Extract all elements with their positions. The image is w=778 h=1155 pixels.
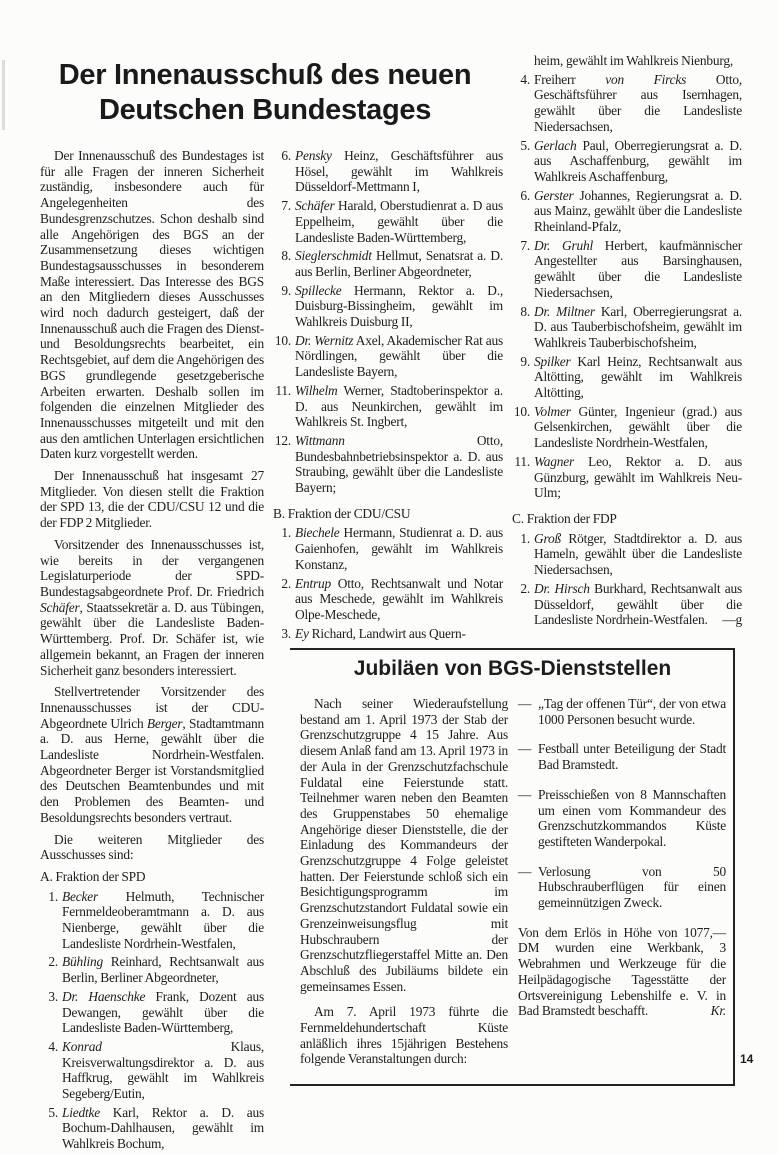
member-list-item	[40, 1105, 264, 1152]
member-list-item	[512, 404, 742, 451]
member-name: Bühling	[62, 954, 104, 970]
person-name: Schäfer	[40, 599, 80, 615]
member-list-item	[273, 248, 503, 279]
member-name: Spilker	[534, 353, 571, 369]
member-details: Richard, Landwirt aus Quern-	[308, 625, 466, 641]
box-bottom-rule	[290, 1084, 735, 1086]
member-details: Karl Heinz, Rechtsanwalt aus Altötting, gewählt im Wahlkreis Altötting,	[534, 353, 742, 401]
member-list-item	[512, 138, 742, 185]
member-list-item	[273, 626, 503, 642]
item-number: 2.	[520, 580, 530, 596]
item-number: 5.	[520, 137, 530, 153]
box-closing	[518, 925, 726, 1019]
member-list-item	[512, 581, 742, 628]
member-name: von Fircks	[605, 71, 687, 87]
member-details: Rötger, Stadtdirektor a. D. aus Hameln, gewählt über die Landesliste Niedersachsen,	[534, 530, 742, 578]
member-name: Liedtke	[62, 1104, 101, 1120]
member-list-item	[512, 188, 742, 235]
member-name: Pensky	[295, 148, 332, 163]
member-list-item	[273, 433, 503, 496]
item-number: 3.	[281, 625, 291, 641]
member-list-item	[273, 148, 503, 195]
event-item	[518, 696, 726, 727]
member-name: Ey	[295, 625, 309, 641]
article-paragraph	[40, 148, 264, 462]
member-name: Wagner	[534, 453, 574, 469]
scan-artifact	[2, 60, 5, 130]
member-details: Herbert, kaufmännischer Angestellter aus Barsinghausen, gewählt über die Landesliste Niedersachsen,	[534, 237, 742, 300]
member-name: Dr. Gruhl	[534, 237, 593, 253]
member-name: Dr. Hirsch	[534, 580, 590, 596]
member-details: Burkhard, Rechtsanwalt aus Düsseldorf, gewählt über die Landesliste Nordrhein-Westfalen.	[534, 580, 743, 628]
member-name: Dr. Miltner	[534, 303, 595, 319]
article-signature: —g	[722, 612, 742, 628]
member-details: Karl, Rektor a. D. aus Bochum-Dahlhausen, gewählt im Wahlkreis Bochum,	[62, 1104, 264, 1152]
member-list-item	[512, 238, 742, 301]
member-details: Hermann, Studienrat a. D. aus Gaienhofen, gewählt im Wahlkreis Konstanz,	[295, 525, 503, 572]
item-number: 7.	[520, 237, 530, 253]
event-text: „Tag der offenen Tür“, der von etwa 1000 Personen besucht wurde.	[538, 696, 726, 727]
member-details: Klaus, Kreisverwaltungsdirektor a. D. aus Haffkrug, gewählt im Wahlkreis Segeberg/Eutin,	[62, 1038, 264, 1102]
member-details: Helmuth, Technischer Fernmeldeoberamtmann a. D. aus Nienberge, gewählt über die Landesliste Nordrhein-Westfalen,	[62, 888, 264, 951]
member-name: Groß	[534, 530, 561, 546]
member-name: Wittmann	[295, 432, 345, 448]
member-details: Johannes, Regierungsrat a. D. aus Mainz, gewählt über die Landesliste Rheinland-Pfalz,	[534, 187, 742, 235]
item-number: 9.	[520, 353, 530, 369]
member-list-item	[512, 354, 742, 401]
item-number: 1.	[281, 525, 291, 541]
event-text: Verlosung von 50 Hubschrauberflügen für einen gemeinnützigen Zweck.	[538, 863, 726, 911]
member-details: Heinz, Geschäftsführer aus Hösel, gewählt im Wahlkreis Düsseldorf-Mettmann I,	[295, 148, 503, 195]
member-details: Karl, Oberregierungsrat a. D. aus Tauberbischofsheim, gewählt im Wahlkreis Tauberbischofsheim,	[534, 303, 742, 350]
event-text: Preisschießen von 8 Mannschaften um einen vom Kommandeur des Grenzschutzkommandos Küste gestifteten Wanderpokal.	[538, 786, 726, 849]
item-number: 6.	[520, 187, 530, 203]
member-details: Harald, Oberstudienrat a. D aus Eppelheim, gewählt über die Landesliste Baden-Württemberg,	[295, 198, 503, 245]
item-number: 11.	[514, 453, 530, 469]
title-line: Deutschen Bundestages	[98, 94, 432, 126]
member-list-item	[40, 989, 264, 1036]
member-name: Gerlach	[534, 137, 577, 153]
member-details: Leo, Rektor a. D. aus Günzburg, gewählt im Wahlkreis Neu-Ulm;	[534, 453, 742, 501]
member-list-item	[273, 198, 503, 245]
paragraph-text: Der Innenausschuß hat insgesamt 27 Mitglieder. Von diesen stellt die Fraktion der SPD 13, die der CDU/CSU 12 und die der FDP 2 Mitglieder.	[40, 468, 264, 531]
member-name: Entrup	[295, 575, 331, 591]
paragraph-text: , Stadtamtmann a. D. aus Herne, gewählt über die Landesliste Nordrhein-Westfalen. Abgeordneter Berger ist Vorstandsmitglied des Deutschen Beamtenbundes und mit den Problemen des Beamten- und Besoldungsrechts besonders vertraut.	[40, 715, 264, 825]
item-number: 3.	[48, 988, 58, 1004]
item-number: 11.	[275, 382, 291, 398]
item-number: 8.	[520, 303, 530, 319]
paragraph-text: , Staatssekretär a. D. aus Tübingen, gewählt über die Landesliste Baden-Württemberg. Prof. Dr. Schäfer ist, wie allgemein bekannt, an Fragen der inneren Sicherheit ganz besonders interessiert.	[40, 599, 264, 678]
item-number: 4.	[520, 71, 530, 87]
item-number: 9.	[281, 282, 291, 298]
event-text: Festball unter Beteiligung der Stadt Bad Bramstedt.	[538, 741, 726, 773]
member-name: Schäfer	[295, 198, 335, 214]
article-paragraph	[40, 468, 264, 531]
event-item	[518, 864, 726, 911]
member-details: Otto, Bundesbahnbetriebsinspektor a. D. aus Straubing, gewählt über die Landesliste Bayern;	[295, 432, 503, 496]
member-details: Hermann, Rektor a. D., Duisburg-Bissingheim, gewählt im Wahlkreis Duisburg II,	[295, 282, 503, 330]
box-paragraph: Nach seiner Wiederaufstellung bestand am 1. April 1973 der Stab der Grenzschutzgruppe 4 15 Jahre. Aus diesem Anlaß fand am 13. April 1973 in der Aula in der Grenzschutzfachschule Fuldatal eine Feierstunde statt. Teilnehmer waren neben den Beamten des Gruppenstabes 50 ehemalige Angehörige dieser Dienststelle, die der Einladung des Kommandeurs der Grenzschutzgruppe 4 Folge geleistet hatten. Der Feierstunde schloß sich ein Besichtigungsprogramm im Grenzschutzstandort Fuldatal sowie ein Grenzeinweisungsflug mit Hubschraubern der Grenzschutzfliegerstaffel Mitte an. Den Abschluß des Jubiläums bildete ein gemeinsames Essen.	[300, 696, 508, 994]
box-paragraph: Am 7. April 1973 führte die Fernmeldehundertschaft Küste anläßlich ihres 15jährigen Bestehens folgende Veranstaltungen durch:	[300, 1004, 508, 1067]
member-list-item	[512, 454, 742, 501]
box-column-1	[300, 696, 508, 1073]
member-name: Sieglerschmidt	[295, 248, 372, 264]
item-number: 1.	[48, 888, 58, 904]
item-number: 10.	[513, 403, 530, 419]
paragraph-text: Die weiteren Mitglieder des Ausschusses sind:	[40, 831, 264, 863]
article-paragraph	[40, 684, 264, 825]
member-list-item	[273, 283, 503, 330]
member-name: Wilhelm	[295, 382, 338, 398]
article-column-2	[273, 148, 503, 644]
box-column-2	[518, 696, 726, 1025]
member-details: Axel, Akademischer Rat aus Nördlingen, gewählt über die Landesliste Bayern,	[295, 332, 503, 380]
member-name: Spillecke	[295, 282, 342, 298]
item-number: 10.	[274, 332, 291, 348]
item-number: 2.	[281, 575, 291, 591]
member-list-item	[273, 333, 503, 380]
member-list-item	[512, 72, 742, 135]
dash: —	[518, 863, 532, 879]
item-number: 6.	[281, 148, 291, 163]
member-name: Konrad	[62, 1038, 102, 1054]
item-number: 12.	[274, 432, 291, 448]
member-name: Volmer	[534, 403, 571, 419]
member-list-item	[40, 889, 264, 952]
member-details: Otto, Rechtsanwalt und Notar aus Meschede, gewählt im Wahlkreis Olpe-Meschede,	[295, 575, 503, 622]
item-number: 1.	[520, 530, 530, 546]
event-item	[518, 787, 726, 850]
member-name: Dr. Wernitz	[295, 332, 354, 348]
paragraph-text: Stellvertretender Vorsitzender des Innenausschusses ist der CDU-Abgeordnete Ulrich	[40, 684, 264, 731]
article-paragraph	[40, 832, 264, 863]
event-item	[518, 741, 726, 772]
member-list-item	[40, 954, 264, 985]
section-heading: B. Fraktion der CDU/CSU	[273, 505, 411, 521]
item-number: 2.	[48, 954, 58, 970]
item-number: 7.	[281, 198, 291, 214]
article-title	[20, 58, 510, 128]
closing-text: Von dem Erlös in Höhe von 1077,— DM wurden eine Werkbank, 3 Webrahmen und Werkzeuge für die Heilpädagogische Tagesstätte der Ortsvereinigung Lebenshilfe e. V. in Bad Bramstedt beschafft.	[518, 924, 726, 1019]
member-details: Frank, Dozent aus Dewangen, gewählt über die Landesliste Baden-Württemberg,	[62, 988, 265, 1036]
member-list-item	[512, 304, 742, 351]
member-details: Günter, Ingenieur (grad.) aus Gelsenkirchen, gewählt über die Landesliste Nordrhein-Westfalen,	[534, 403, 742, 451]
member-list-item	[273, 525, 503, 572]
member-name: Becker	[62, 888, 98, 904]
section-heading: C. Fraktion der FDP	[512, 510, 617, 526]
section-heading: A. Fraktion der SPD	[40, 868, 146, 884]
item-number: 8.	[281, 248, 291, 264]
paragraph-text: Der Innenausschuß des Bundestages ist für alle Fragen der inneren Sicherheit zuständig, insbesondere auch für Angelegenheiten des Bundesgrenzschutzes. Schon deshalb sind alle Angehörigen des BGS an der Zusammensetzung dieses wichtigen Bundestagsausschusses in besonderem Maße interessiert. Das Interesse des BGS an den Mitgliedern dieses Ausschusses wird noch dadurch gesteigert, daß der Innenausschuß auch die Fragen des Dienst- und Besoldungsrechts bearbeitet, ein Rechtsgebiet, auf dem die Angehörigen des BGS grundlegende gesetzgeberische Arbeiten erwarten. Deshalb sollen im folgenden die einzelnen Mitglieder des Innenausschusses mitgeteilt und mit den aus den amtlichen Unterlagen ersichtlichen Daten kurz vorgestellt werden.	[40, 148, 264, 462]
person-name: Berger	[146, 715, 183, 731]
member-list-item	[273, 576, 503, 623]
box-top-rule	[290, 648, 735, 650]
member-details: Reinhard, Rechtsanwalt aus Berlin, Berliner Abgeordneter,	[62, 954, 264, 986]
name-prefix: Freiherr	[534, 71, 606, 87]
member-details: Paul, Oberregierungsrat a. D. aus Aschaffenburg, gewählt im Wahlkreis Aschaffenburg,	[534, 137, 742, 184]
item-number: 4.	[48, 1038, 58, 1054]
paragraph-text: Vorsitzender des Innenausschusses ist, wie bereits in der vergangenen Legislaturperiode der SPD-Bundestagsabgeordnete Prof. Dr. Friedrich	[40, 536, 264, 599]
member-details: Otto, Geschäftsführer aus Isernhagen, gewählt über die Landesliste Niedersachsen,	[534, 71, 742, 134]
member-name: Biechele	[295, 525, 340, 541]
article-column-1	[40, 148, 264, 1155]
dash: —	[518, 786, 532, 802]
member-list-item	[273, 383, 503, 430]
article-paragraph	[40, 537, 264, 678]
member-name: Dr. Haenschke	[62, 988, 146, 1004]
title-line: Der Innenausschuß des neuen	[58, 59, 472, 91]
page-number: 14	[740, 1052, 754, 1066]
member-list-item	[40, 1039, 264, 1102]
item-number: 5.	[48, 1104, 58, 1120]
box-right-rule	[733, 648, 735, 1086]
member-list-item	[512, 53, 742, 69]
member-name: Gerster	[534, 187, 574, 203]
article-column-3	[512, 53, 742, 631]
box-title: Jubiläen von BGS-Dienststellen	[353, 657, 672, 680]
dash: —	[518, 696, 532, 711]
dash: —	[518, 741, 532, 757]
box-signature: Kr.	[710, 1003, 726, 1019]
member-details: heim, gewählt im Wahlkreis Nienburg,	[534, 53, 734, 68]
member-details: Hellmut, Senatsrat a. D. aus Berlin, Berliner Abgeordneter,	[295, 248, 503, 279]
member-list-item	[512, 531, 742, 578]
member-details: Werner, Stadtoberinspektor a. D. aus Neunkirchen, gewählt im Wahlkreis St. Ingbert,	[295, 382, 503, 430]
